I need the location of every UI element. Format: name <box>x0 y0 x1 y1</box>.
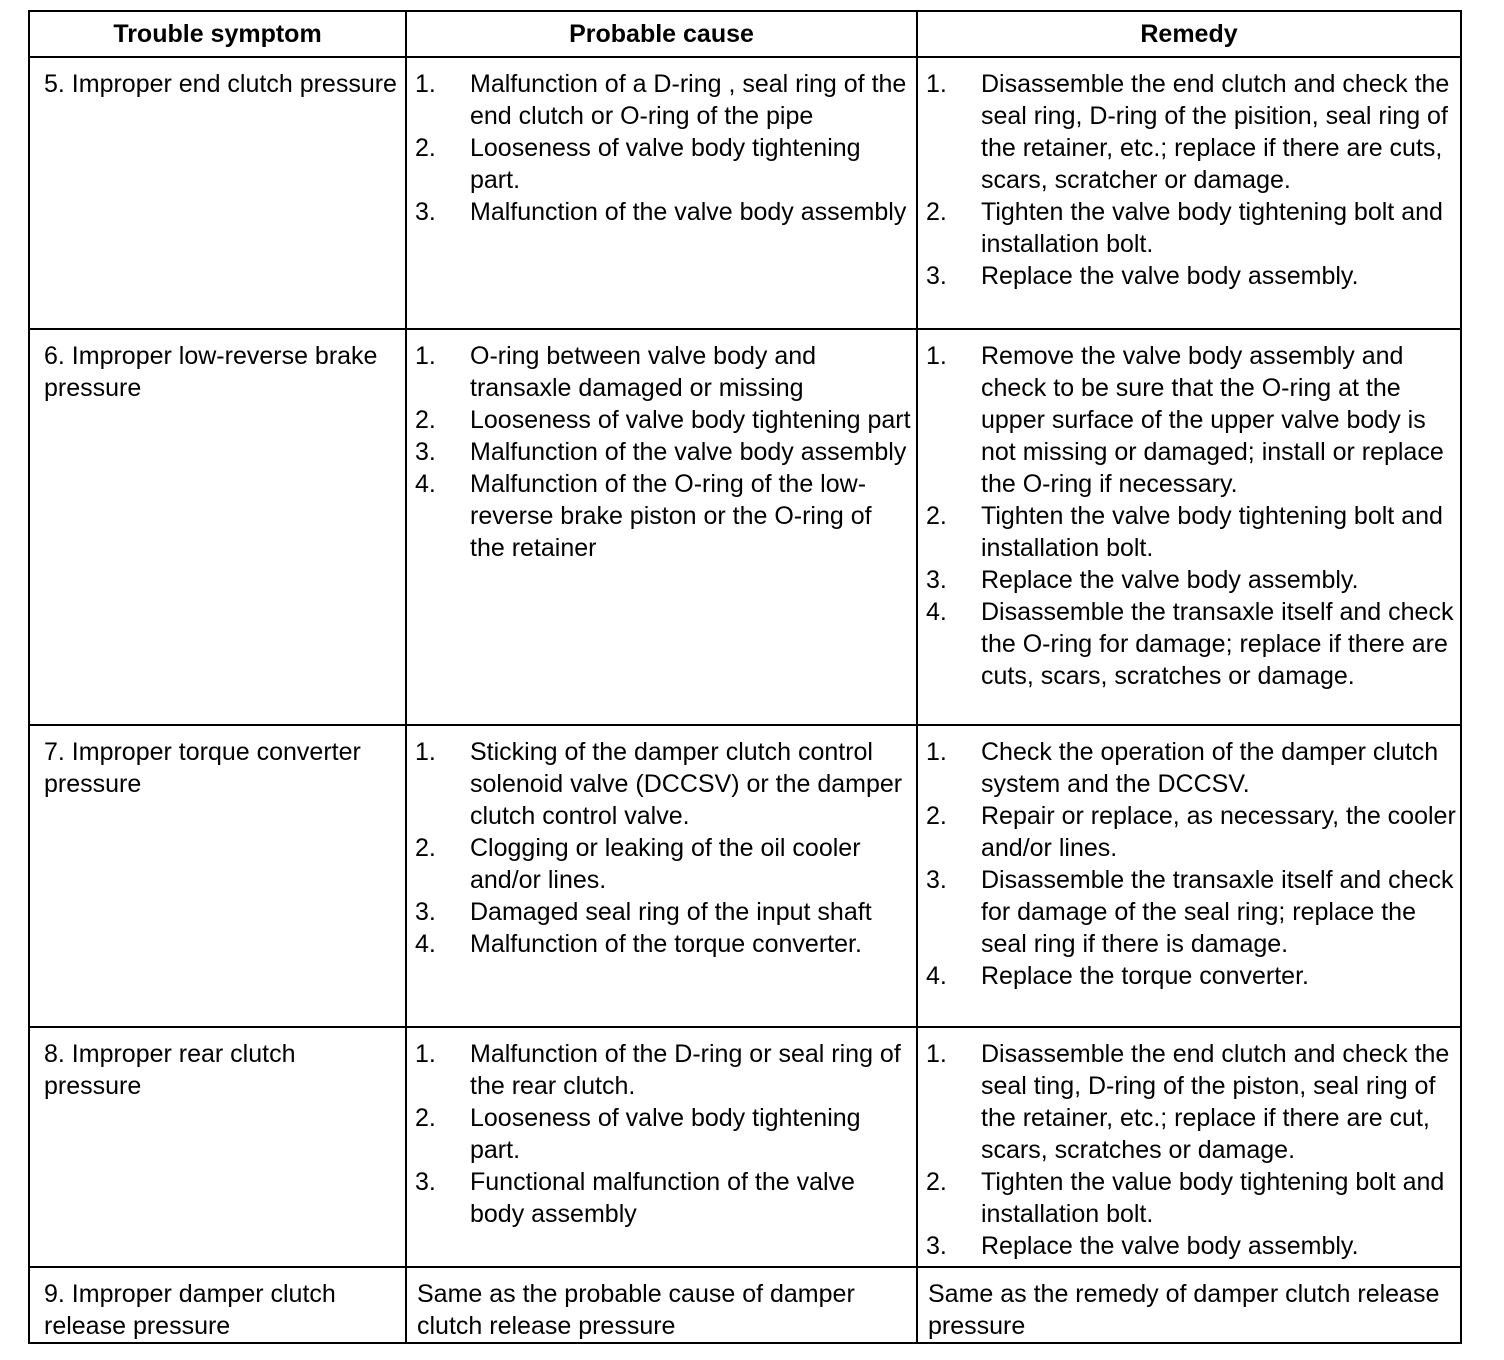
remedy-cell <box>917 1027 1461 1267</box>
list-item <box>415 468 912 564</box>
item-text: Replace the valve body assembly. <box>981 1232 1359 1260</box>
list-item <box>415 832 912 896</box>
item-number: 2. <box>926 802 947 830</box>
list-item <box>926 960 1456 992</box>
list-item <box>415 196 912 228</box>
cause-cell: Same as the probable cause of damper clutch release pressure <box>406 1267 917 1343</box>
list-item <box>926 1166 1456 1230</box>
item-text: Malfunction of the O-ring of the low-reverse brake piston or the O-ring of the retainer <box>470 470 872 562</box>
cause-cell <box>406 329 917 725</box>
item-number: 3. <box>926 1232 947 1260</box>
table-row <box>29 1027 1461 1267</box>
header-probable-cause: Probable cause <box>406 11 917 57</box>
item-number: 1. <box>926 342 947 370</box>
list-item <box>415 736 912 832</box>
item-number: 3. <box>415 898 436 926</box>
cause-cell <box>406 57 917 329</box>
item-text: Sticking of the damper clutch control solenoid valve (DCCSV) or the damper clutch control valve. <box>470 738 903 830</box>
table-row <box>29 329 1461 725</box>
item-number: 4. <box>415 470 436 498</box>
item-number: 1. <box>415 342 436 370</box>
item-number: 2. <box>415 834 436 862</box>
item-text: Damaged seal ring of the input shaft <box>470 898 872 926</box>
symptom-cell: 5. Improper end clutch pressure <box>29 57 406 329</box>
item-number: 1. <box>926 70 947 98</box>
item-text: Tighten the value body tightening bolt and installation bolt. <box>981 1168 1445 1228</box>
remedy-cell <box>917 329 1461 725</box>
cause-cell <box>406 1027 917 1267</box>
list-item <box>415 1102 912 1166</box>
item-number: 4. <box>926 598 947 626</box>
item-number: 2. <box>926 198 947 226</box>
item-text: Tighten the valve body tightening bolt and installation bolt. <box>981 198 1443 258</box>
item-text: Functional malfunction of the valve body assembly <box>470 1168 855 1228</box>
item-number: 3. <box>415 1168 436 1196</box>
item-text: Malfunction of the valve body assembly <box>470 438 907 466</box>
list-item <box>926 196 1456 260</box>
table-row <box>29 57 1461 329</box>
item-number: 2. <box>415 134 436 162</box>
list-item <box>926 500 1456 564</box>
item-number: 3. <box>926 262 947 290</box>
table-row <box>29 725 1461 1027</box>
item-text: O-ring between valve body and transaxle damaged or missing <box>470 342 817 402</box>
symptom-cell: 8. Improper rear clutch pressure <box>29 1027 406 1267</box>
remedy-cell: Same as the remedy of damper clutch release pressure <box>917 1267 1461 1343</box>
item-number: 3. <box>926 566 947 594</box>
item-text: Looseness of valve body tightening part <box>470 406 911 434</box>
list-item <box>926 564 1456 596</box>
list-item <box>926 800 1456 864</box>
list-item <box>926 1230 1456 1262</box>
item-number: 2. <box>415 1104 436 1132</box>
item-text: Replace the torque converter. <box>981 962 1309 990</box>
item-text: Malfunction of the valve body assembly <box>470 198 907 226</box>
item-number: 1. <box>415 1040 436 1068</box>
list-item <box>926 736 1456 800</box>
list-item <box>415 928 912 960</box>
item-number: 2. <box>415 406 436 434</box>
item-text: Looseness of valve body tightening part. <box>470 1104 861 1164</box>
item-number: 3. <box>415 438 436 466</box>
list-item <box>415 896 912 928</box>
item-text: Tighten the valve body tightening bolt and installation bolt. <box>981 502 1443 562</box>
remedy-cell <box>917 57 1461 329</box>
item-number: 1. <box>415 70 436 98</box>
item-text: Repair or replace, as necessary, the cooler and/or lines. <box>981 802 1456 862</box>
item-number: 3. <box>415 198 436 226</box>
list-item <box>926 596 1456 692</box>
list-item <box>926 68 1456 196</box>
list-item <box>926 864 1456 960</box>
header-row <box>29 11 1461 57</box>
remedy-cell <box>917 725 1461 1027</box>
item-text: Looseness of valve body tightening part. <box>470 134 861 194</box>
item-text: Malfunction of the torque converter. <box>470 930 862 958</box>
item-number: 4. <box>415 930 436 958</box>
item-text: Check the operation of the damper clutch system and the DCCSV. <box>981 738 1439 798</box>
symptom-cell: 6. Improper low-reverse brake pressure <box>29 329 406 725</box>
header-remedy: Remedy <box>917 11 1461 57</box>
item-text: Disassemble the end clutch and check the seal ring, D-ring of the pisition, seal ring of the retainer, etc.; replace if there are cuts, scars, scratcher or damage. <box>981 70 1450 194</box>
item-text: Disassemble the transaxle itself and check for damage of the seal ring; replace the seal ring if there is damage. <box>981 866 1454 958</box>
symptom-cell: 7. Improper torque converter pressure <box>29 725 406 1027</box>
item-number: 1. <box>926 738 947 766</box>
item-number: 2. <box>926 1168 947 1196</box>
item-text: Clogging or leaking of the oil cooler and/or lines. <box>470 834 861 894</box>
table-row <box>29 1267 1461 1343</box>
item-number: 2. <box>926 502 947 530</box>
header-trouble-symptom: Trouble symptom <box>29 11 406 57</box>
item-text: Malfunction of a D-ring , seal ring of the end clutch or O-ring of the pipe <box>470 70 907 130</box>
list-item <box>415 132 912 196</box>
item-number: 1. <box>415 738 436 766</box>
item-text: Malfunction of the D-ring or seal ring of the rear clutch. <box>470 1040 901 1100</box>
troubleshooting-table <box>28 10 1462 1344</box>
list-item <box>415 68 912 132</box>
list-item <box>415 1166 912 1230</box>
item-text: Replace the valve body assembly. <box>981 262 1359 290</box>
item-text: Disassemble the end clutch and check the seal ting, D-ring of the piston, seal ring of the retainer, etc.; replace if there are cut, scars, scratches or damage. <box>981 1040 1450 1164</box>
list-item <box>415 404 912 436</box>
item-number: 3. <box>926 866 947 894</box>
list-item <box>415 1038 912 1102</box>
list-item <box>926 260 1456 292</box>
list-item <box>415 340 912 404</box>
list-item <box>415 436 912 468</box>
item-number: 4. <box>926 962 947 990</box>
list-item <box>926 340 1456 500</box>
cause-cell <box>406 725 917 1027</box>
symptom-cell: 9. Improper damper clutch release pressure <box>29 1267 406 1343</box>
item-text: Disassemble the transaxle itself and check the O-ring for damage; replace if there are cuts, scars, scratches or damage. <box>981 598 1454 690</box>
item-number: 1. <box>926 1040 947 1068</box>
item-text: Replace the valve body assembly. <box>981 566 1359 594</box>
list-item <box>926 1038 1456 1166</box>
item-text: Remove the valve body assembly and check to be sure that the O-ring at the upper surface of the upper valve body is not missing or damaged; install or replace the O-ring if necessary. <box>981 342 1444 498</box>
